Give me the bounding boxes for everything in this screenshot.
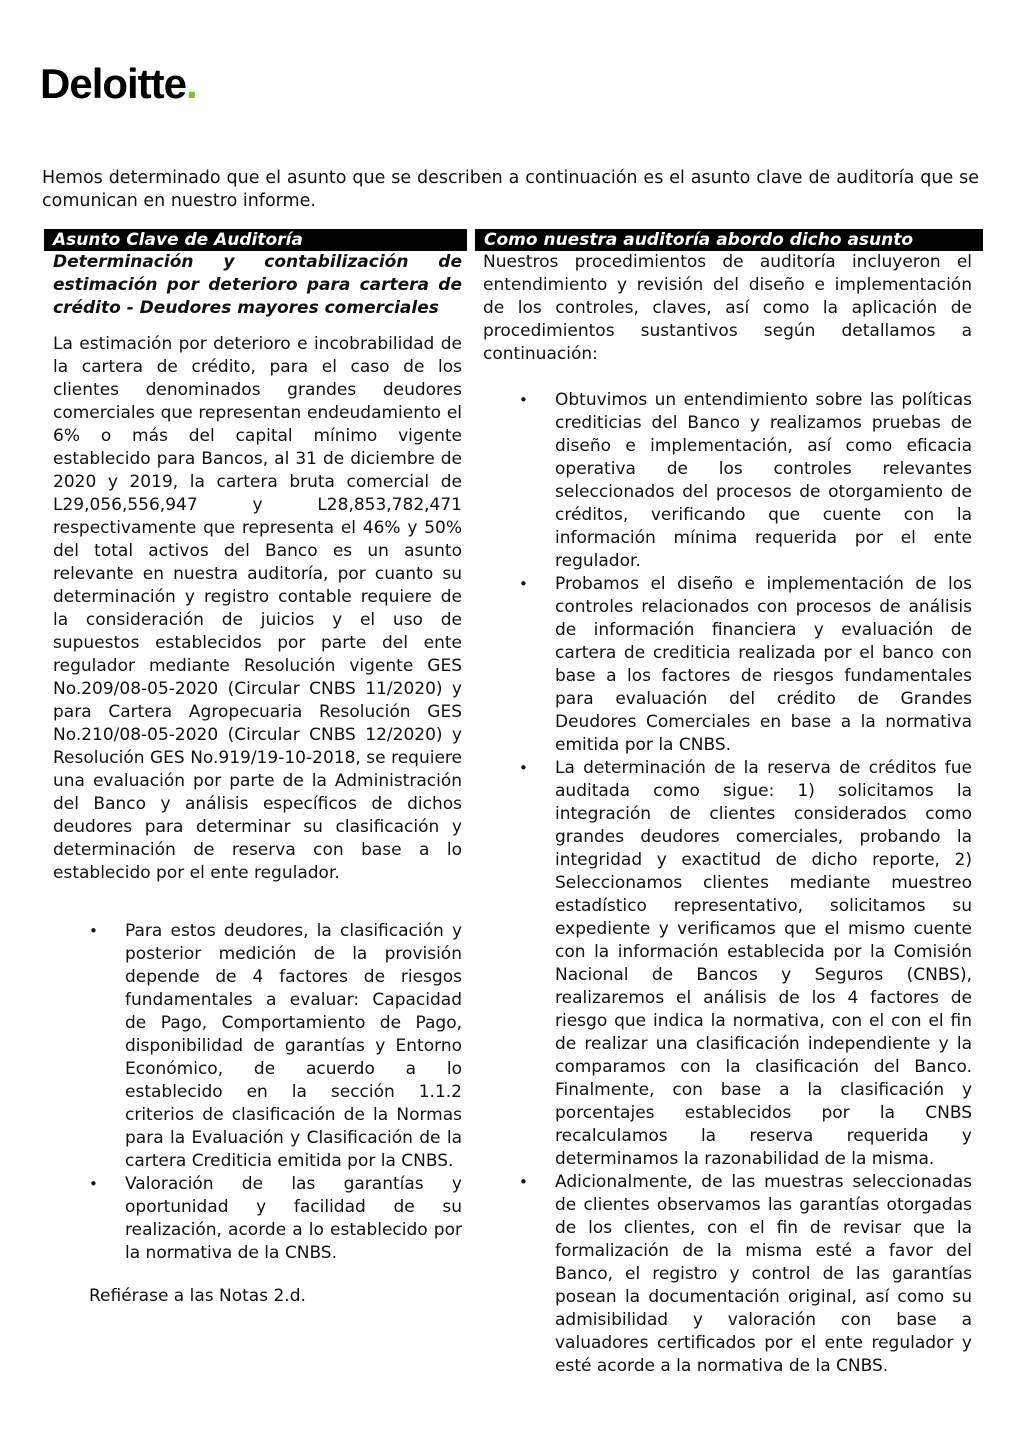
list-item: • La determinación de la reserva de créditos fue auditada como sigue: 1) solicitamos la integración de clientes considerados como grandes deudores comerciales, probando la integridad y exactitud de dicho reporte, 2) Seleccionamos clientes mediante muestreo estadístico representativo, solicitamos su expediente y verificamos que el mismo cuente con la información establecida por la Comisión Nacional de Bancos y Seguros (CNBS), realizaremos el análisis de los 4 factores de riesgo que indica la normativa, con el con el fin de realizar una clasificación independiente y la comparamos con la clasificación del Banco. Finalmente, con base a la clasificación y porcentajes establecidos por la CNBS recalculamos la reserva requerida y determinamos la razonabilidad de la misma.	[519, 758, 972, 1169]
right-column-header: Como nuestra auditoría abordo dicho asunto	[475, 229, 983, 251]
bullet-icon: •	[519, 759, 528, 777]
intro-paragraph: Hemos determinado que el asunto que se describen a continuación es el asunto clave de auditoría que se comunican en nuestro informe.	[42, 168, 979, 211]
list-item: • Para estos deudores, la clasificación y posterior medición de la provisión depende de 4 factores de riesgos fundamentales a evaluar: Capacidad de Pago, Comportamiento de Pago, disponibilidad de garantías y Entorno Económico, de acuerdo a lo establecido en la sección 1.1.2 criterios de clasificación de la Normas para la Evaluación y Clasificación de la cartera Crediticia emitida por la CNBS.	[89, 921, 462, 1171]
deloitte-logo: Deloitte.	[40, 60, 197, 107]
left-column-header: Asunto Clave de Auditoría	[44, 229, 467, 251]
list-item: • Adicionalmente, de las muestras seleccionadas de clientes observamos las garantías otorgadas de los clientes, con el fin de revisar que la formalización de la misma esté a favor del Banco, el registro y control de las garantías posean la documentación original, así como su admisibilidad y valoración con base a valuadores certificados por el ente regulador y esté acorde a la normativa de la CNBS.	[519, 1172, 972, 1376]
notes-reference: Refiérase a las Notas 2.d.	[89, 1286, 306, 1306]
key-audit-matter-column	[44, 229, 467, 1308]
bullet-icon: •	[89, 1175, 98, 1193]
matter-bullet-list	[44, 920, 467, 1265]
bullet-icon: •	[519, 575, 528, 593]
list-item: • Obtuvimos un entendimiento sobre las políticas crediticias del Banco y realizamos pruebas de diseño e implementación, así como eficacia operativa de los controles relevantes seleccionados del procesos de otorgamiento de créditos, verificando que cuente con la información mínima requerida por el ente regulador.	[519, 390, 972, 571]
bullet-icon: •	[519, 391, 528, 409]
procedures-intro: Nuestros procedimientos de auditoría incluyeron el entendimiento y revisión del diseño e implementación de los controles, claves, así como la aplicación de procedimientos sustantivos según detallamos a continuación:	[483, 252, 972, 364]
bullet-icon: •	[89, 922, 98, 940]
procedures-bullet-list	[475, 389, 983, 1378]
matter-description: La estimación por deterioro e incobrabilidad de la cartera de crédito, para el caso de los clientes denominados grandes deudores comerciales que representan endeudamiento el 6% o más del capital mínimo vigente establecido para Bancos, al 31 de diciembre de 2020 y 2019, la cartera bruta comercial de L29,056,556,947 y L28,853,782,471 respectivamente que representa el 46% y 50% del total activos del Banco es un asunto relevante en nuestra auditoría, por cuanto su determinación y registro contable requiere de la consideración de juicios y el uso de supuestos establecidos por parte del ente regulador mediante Resolución vigente GES No.209/08-05-2020 (Circular CNBS 11/2020) y para Cartera Agropecuaria Resolución GES No.210/08-05-2020 (Circular CNBS 12/2020) y Resolución GES No.919/19-10-2018, se requiere una evaluación por parte de la Administración del Banco y análisis específicos de dichos deudores para determinar su clasificación y determinación de reserva con base a lo establecido por el ente regulador.	[53, 334, 462, 883]
list-item: • Probamos el diseño e implementación de los controles relacionados con procesos de análisis de información financiera y evaluación de cartera de crediticia realizada por el banco con base a los factores de riesgos fundamentales para evaluación del crédito de Grandes Deudores Comerciales en base a la normativa emitida por la CNBS.	[519, 574, 972, 755]
audit-response-column	[475, 229, 983, 1378]
bullet-icon: •	[519, 1173, 528, 1191]
matter-title: Determinación y contabilización de estimación por deterioro para cartera de crédito - Deudores mayores comerciales	[53, 252, 462, 318]
list-item: • Valoración de las garantías y oportunidad y facilidad de su realización, acorde a lo establecido por la normativa de la CNBS.	[89, 1174, 462, 1263]
